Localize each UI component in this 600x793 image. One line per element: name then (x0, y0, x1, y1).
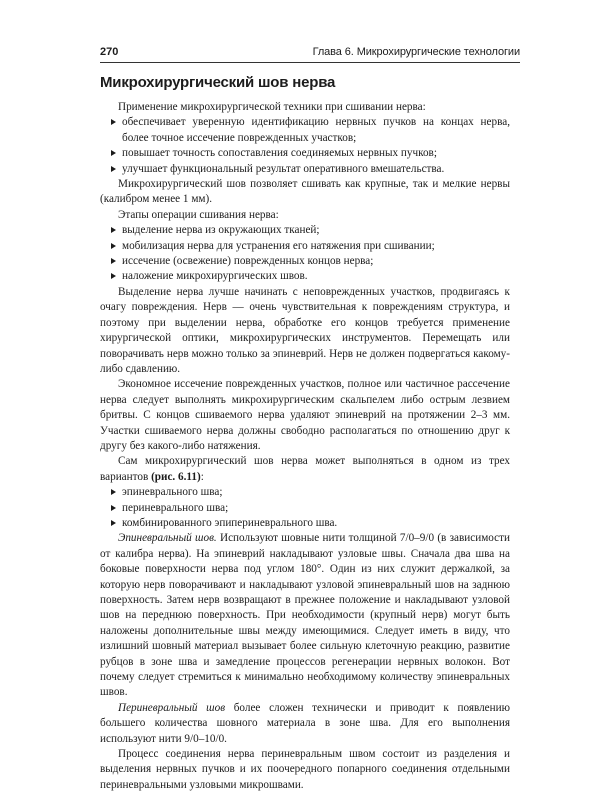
variants-list (100, 485, 510, 531)
list-item: улучшает функциональный результат оперативного вмешательства. (108, 162, 510, 177)
list-item: эпиневрального шва; (100, 485, 510, 500)
paragraph-process: Процесс соединения нерва периневральным швом состоит из разделения и выделения нервных пучков и их поочередного попарного соединения отдельными периневральными узловыми микрошвами. (100, 748, 510, 791)
list-item: периневрального шва; (100, 501, 510, 516)
variants-intro: Сам микрохирургический шов нерва может выполняться в одном из трех вариантов (рис. 6.11): (100, 455, 510, 483)
section-title: Микрохирургический шов нерва (100, 74, 336, 91)
list-item: иссечение (освежение) поврежденных концов нерва; (108, 254, 510, 269)
figure-reference: (рис. 6.11) (151, 470, 201, 483)
paragraph-isolation: Выделение нерва лучше начинать с неповрежденных участков, продвигаясь к очагу повреждения. Нерв — очень чувствительная к повреждениям структура, и поэтому при выделении нерва, обработке его концов требуется применение хирургической оптики, микрохирургических инструментов. Перемещать или поворачивать нерв можно только за эпиневрий. Нерв не должен подвергаться какому-либо сдавлению. (100, 285, 510, 375)
list-item: обеспечивает уверенную идентификацию нервных пучков на концах нерва, более точное иссечение поврежденных участков; (108, 115, 510, 146)
list-item: повышает точность сопоставления соединяемых нервных пучков; (108, 146, 510, 161)
paragraph-suture: Микрохирургический шов позволяет сшивать как крупные, так и мелкие нервы (калибром менее 1 мм). (100, 178, 510, 206)
paragraph-epineural: Эпиневральный шов. Используют шовные нити толщиной 7/0–9/0 (в зависимости от калибра нерва). На эпиневрий накладывают узловые швы. Сначала два шва на боковые поверхности нерва под углом 180°. Один из них служит держалкой, за которую нерв поворачивают и накладывают узловой эпиневральный шов на заднюю поверхность. Затем нерв возвращают в прежнее положение и накладывают узловой шов на переднюю поверхность. При необходимости (крупный нерв) могут быть наложены дополнительные швы между имеющимися. Следует иметь в виду, что излишний шовный материал вызывает более сильную клеточную реакцию, развитие рубцов в зоне шва и замедление процессов регенерации нервных волокон. Вот почему следует стремиться к минимально необходимому количеству эпиневральных швов. (100, 532, 510, 699)
paragraph-excision: Экономное иссечение поврежденных участков, полное или частичное рассечение нерва следует выполнять микрохирургическим скальпелем либо острым лезвием бритвы. С концов сшиваемого нерва удаляют эпиневрий на протяжении 2–3 мм. Участки сшиваемого нерва должны свободно располагаться по отношению друг к другу без какого-либо натяжения. (100, 378, 510, 452)
list-item: выделение нерва из окружающих тканей; (108, 223, 510, 238)
running-head (100, 46, 520, 63)
perineural-term: Периневральный шов (118, 701, 226, 714)
intro-paragraph: Применение микрохирургической техники при сшивании нерва: (118, 101, 426, 113)
list-item: мобилизация нерва для устранения его натяжения при сшивании; (108, 239, 510, 254)
stages-intro: Этапы операции сшивания нерва: (118, 208, 279, 221)
body-text (100, 100, 510, 793)
list-item: наложение микрохирургических швов. (108, 269, 510, 284)
paragraph-perineural: Периневральный шов более сложен технически и приводит к появлению большего количества шовного материала в зоне шва. Для его выполнения используют нити 9/0–10/0. (100, 701, 510, 745)
list-item: комбинированного эпипериневрального шва. (100, 516, 510, 531)
stages-list (100, 223, 510, 285)
epineural-term: Эпиневральный шов. (118, 532, 217, 545)
benefits-list (100, 115, 510, 177)
chapter-title: Глава 6. Микрохирургические технологии (312, 46, 520, 58)
page-number: 270 (100, 46, 119, 58)
